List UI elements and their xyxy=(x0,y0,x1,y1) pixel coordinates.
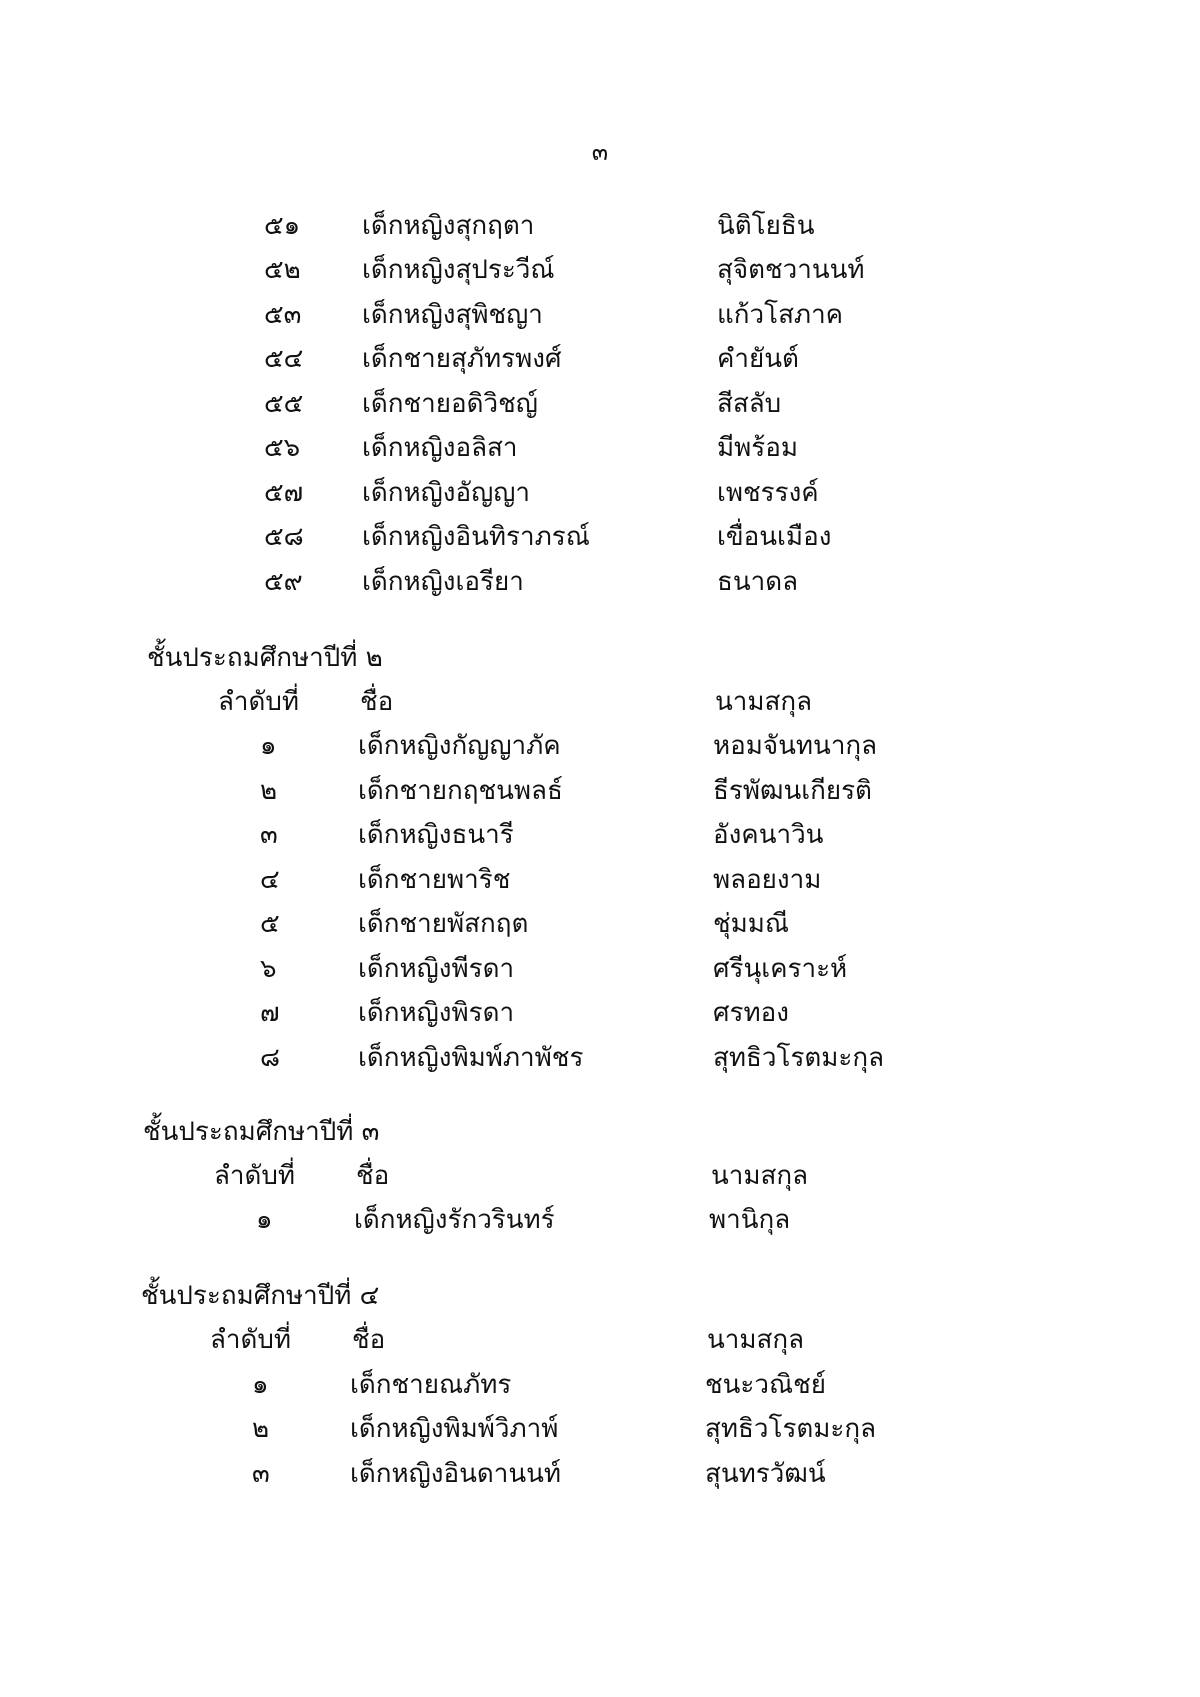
row-number: ๑ xyxy=(260,731,277,761)
section-title: ชั้นประถมศึกษาปีที่ ๔ xyxy=(141,1281,380,1311)
row-name: เด็กหญิงเอรียา xyxy=(362,567,524,597)
table-header xyxy=(0,1154,1200,1198)
row-name: เด็กชายสุภัทรพงศ์ xyxy=(362,344,562,374)
row-surname: เขื่อนเมือง xyxy=(717,522,832,552)
header-name: ชื่อ xyxy=(356,1161,390,1191)
header-name: ชื่อ xyxy=(360,687,394,717)
header-surname: นามสกุล xyxy=(707,1325,805,1355)
row-number: ๘ xyxy=(260,1043,281,1073)
row-number: ๑ xyxy=(252,1370,269,1400)
row-name: เด็กชายอดิวิชญ์ xyxy=(362,389,538,419)
row-name: เด็กหญิงอินทิราภรณ์ xyxy=(362,522,590,552)
header-surname: นามสกุล xyxy=(715,687,813,717)
row-name: เด็กหญิงกัญญาภัค xyxy=(358,731,561,761)
row-number: ๕๕ xyxy=(264,389,304,419)
list-item xyxy=(0,515,1200,559)
row-surname: ชนะวณิชย์ xyxy=(705,1370,826,1400)
list-item xyxy=(0,337,1200,381)
list-item xyxy=(0,813,1200,857)
row-name: เด็กหญิงพิรดา xyxy=(358,998,515,1028)
row-surname: สุนทรวัฒน์ xyxy=(705,1459,826,1489)
row-number: ๗ xyxy=(260,998,280,1028)
row-surname: เพชรรงค์ xyxy=(717,478,819,508)
row-surname: หอมจันทนากุล xyxy=(713,731,878,761)
row-surname: นิติโยธิน xyxy=(717,211,815,241)
row-surname: ธนาดล xyxy=(717,567,799,597)
header-surname: นามสกุล xyxy=(711,1161,809,1191)
row-name: เด็กหญิงสุกฤตา xyxy=(362,211,535,241)
row-number: ๕๒ xyxy=(264,255,301,285)
list-item xyxy=(0,1036,1200,1080)
table-header xyxy=(0,680,1200,724)
row-name: เด็กหญิงพีรดา xyxy=(358,954,515,984)
row-number: ๕๔ xyxy=(264,344,304,374)
row-number: ๑ xyxy=(256,1205,273,1235)
row-number: ๕๓ xyxy=(264,300,302,330)
row-name: เด็กหญิงรักวรินทร์ xyxy=(354,1205,555,1235)
header-no: ลำดับที่ xyxy=(218,687,300,717)
row-surname: สุทธิวโรตมะกุล xyxy=(713,1043,885,1073)
table-header xyxy=(0,1318,1200,1362)
list-item xyxy=(0,248,1200,292)
list-item xyxy=(0,724,1200,768)
row-name: เด็กชายพัสกฤต xyxy=(358,909,529,939)
row-name: เด็กชายณภัทร xyxy=(350,1370,512,1400)
row-name: เด็กชายกฤชนพลธ์ xyxy=(358,776,563,806)
row-number: ๕ xyxy=(260,909,280,939)
row-name: เด็กหญิงอลิสา xyxy=(362,433,518,463)
row-surname: พานิกุล xyxy=(709,1205,791,1235)
row-name: เด็กหญิงอินดานนท์ xyxy=(350,1459,562,1489)
row-surname: สุจิตชวานนท์ xyxy=(717,255,865,285)
list-item xyxy=(0,560,1200,604)
list-item xyxy=(0,1198,1200,1242)
row-number: ๕๗ xyxy=(264,478,304,508)
row-name: เด็กหญิงสุพิชญา xyxy=(362,300,543,330)
list-item xyxy=(0,858,1200,902)
row-name: เด็กชายพาริช xyxy=(358,865,511,895)
list-item xyxy=(0,426,1200,470)
row-surname: สุทธิวโรตมะกุล xyxy=(705,1414,877,1444)
page-number: ๓ xyxy=(591,138,609,166)
list-item xyxy=(0,382,1200,426)
list-item xyxy=(0,1363,1200,1407)
row-surname: ชุ่มมณี xyxy=(713,909,790,939)
row-surname: ศรีนุเคราะห์ xyxy=(713,954,848,984)
row-surname: คำยันต์ xyxy=(717,344,799,374)
section-title: ชั้นประถมศึกษาปีที่ ๒ xyxy=(147,643,383,673)
list-item xyxy=(0,204,1200,248)
row-number: ๕๘ xyxy=(264,522,304,552)
row-number: ๕๑ xyxy=(264,211,301,241)
header-no: ลำดับที่ xyxy=(214,1161,296,1191)
row-number: ๓ xyxy=(260,820,278,850)
list-item xyxy=(0,769,1200,813)
list-item xyxy=(0,991,1200,1035)
row-name: เด็กหญิงธนารี xyxy=(358,820,514,850)
list-item xyxy=(0,1407,1200,1451)
row-name: เด็กหญิงอัญญา xyxy=(362,478,531,508)
row-name: เด็กหญิงพิมพ์ภาพัชร xyxy=(358,1043,584,1073)
row-surname: มีพร้อม xyxy=(717,433,798,463)
row-surname: ศรทอง xyxy=(713,998,789,1028)
row-surname: อังคนาวิน xyxy=(713,820,824,850)
list-item xyxy=(0,947,1200,991)
row-number: ๓ xyxy=(252,1459,270,1489)
row-number: ๔ xyxy=(260,865,280,895)
row-number: ๒ xyxy=(260,776,278,806)
row-number: ๕๖ xyxy=(264,433,301,463)
list-item xyxy=(0,1452,1200,1496)
header-name: ชื่อ xyxy=(352,1325,386,1355)
row-surname: พลอยงาม xyxy=(713,865,822,895)
row-name: เด็กหญิงสุประวีณ์ xyxy=(362,255,555,285)
row-number: ๖ xyxy=(260,954,277,984)
row-name: เด็กหญิงพิมพ์วิภาพ์ xyxy=(350,1414,559,1444)
row-number: ๒ xyxy=(252,1414,270,1444)
row-number: ๕๙ xyxy=(264,567,303,597)
list-item xyxy=(0,471,1200,515)
section-title: ชั้นประถมศึกษาปีที่ ๓ xyxy=(143,1117,380,1147)
row-surname: แก้วโสภาค xyxy=(717,300,844,330)
list-item xyxy=(0,902,1200,946)
header-no: ลำดับที่ xyxy=(210,1325,292,1355)
row-surname: สีสลับ xyxy=(717,389,782,419)
list-item xyxy=(0,293,1200,337)
row-surname: ธีรพัฒนเกียรติ xyxy=(713,776,872,806)
